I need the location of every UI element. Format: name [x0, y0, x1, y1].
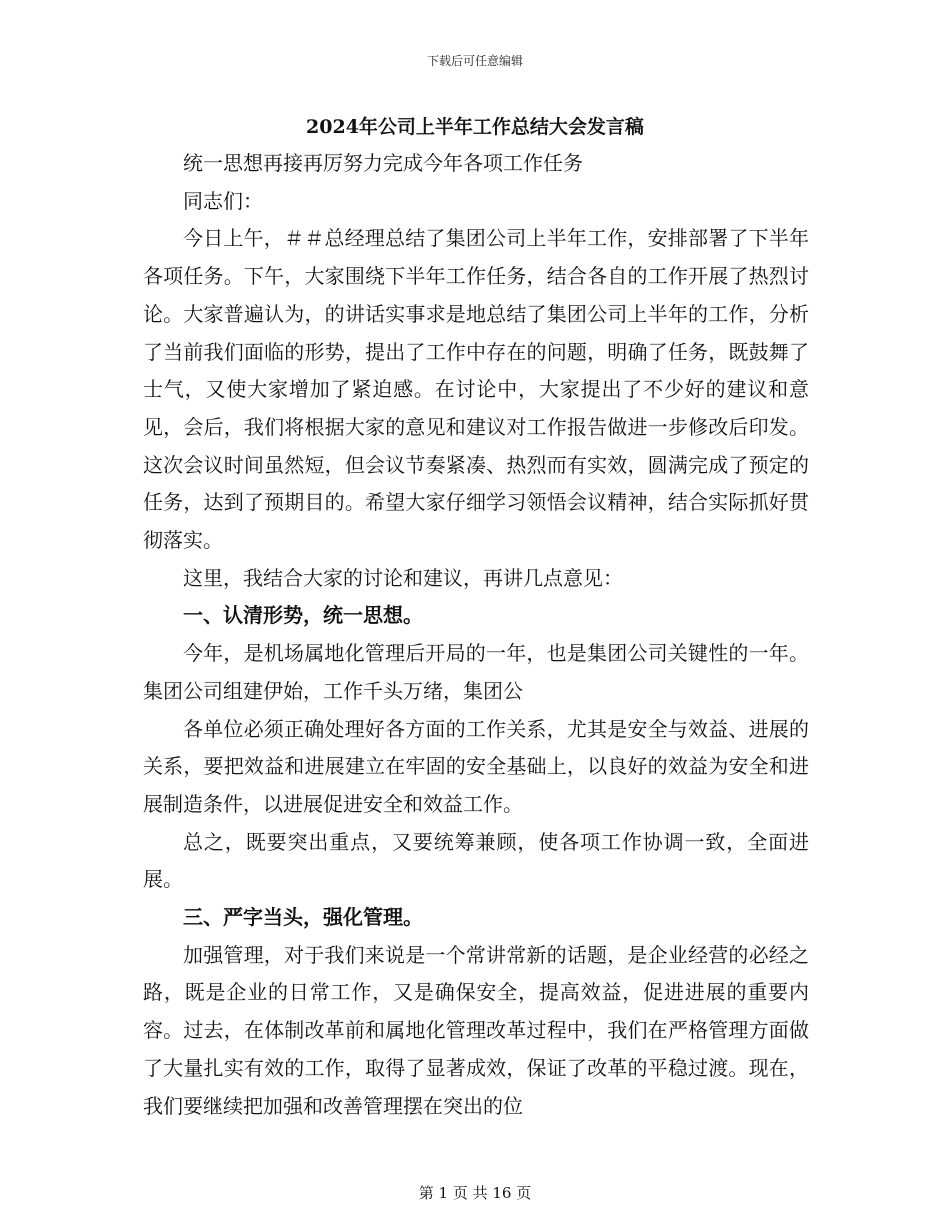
body-paragraph: 加强管理，对于我们来说是一个常讲常新的话题，是企业经营的必经之路，既是企业的日常工作，又是确保安全，提高效益，促进进展的重要内容。过去，在体制改革前和属地化管理改革过程中，我们在严格管理方面做了大量扎实有效的工作，取得了显著成效，保证了改革的平稳过渡。现在，我们要继续把加强和改善管理摆在突出的位 [143, 942, 809, 1118]
body-paragraph: 这里，我结合大家的讨论和建议，再讲几点意见： [183, 565, 623, 590]
body-paragraph: 今日上午，＃＃总经理总结了集团公司上半年工作，安排部署了下半年各项任务。下午，大家围绕下半年工作任务，结合各自的工作开展了热烈讨论。大家普遍认为，的讲话实事求是地总结了集团公司上半年的工作，分析了当前我们面临的形势，提出了工作中存在的问题，明确了任务，既鼓舞了士气，又使大家增加了紧迫感。在讨论中，大家提出了不少好的建议和意见，会后，我们将根据大家的意见和建议对工作报告做进一步修改后印发。这次会议时间虽然短，但会议节奏紧凑、热烈而有实效，圆满完成了预定的任务，达到了预期目的。希望大家仔细学习领悟会议精神，结合实际抓好贯彻落实。 [143, 226, 809, 553]
section-heading: 一、认清形势，统一思想。 [183, 603, 423, 628]
header-note: 下载后可任意编辑 [426, 54, 523, 68]
document-title: 2024年公司上半年工作总结大会发言稿 [306, 116, 644, 138]
document-body [143, 145, 809, 1125]
section-heading: 三、严字当头，强化管理。 [183, 905, 423, 930]
subtitle-paragraph: 统一思想再接再厉努力完成今年各项工作任务 [183, 151, 583, 175]
body-paragraph: 各单位必须正确处理好各方面的工作关系，尤其是安全与效益、进展的关系，要把效益和进展建立在牢固的安全基础上，以良好的效益为安全和进展制造条件，以进展促进安全和效益工作。 [143, 716, 809, 816]
salutation-paragraph: 同志们： [183, 188, 263, 213]
page-number: 第 1 页 共 16 页 [418, 1184, 532, 1202]
body-paragraph: 总之，既要突出重点，又要统筹兼顾，使各项工作协调一致，全面进展。 [143, 829, 809, 892]
body-paragraph: 今年，是机场属地化管理后开局的一年，也是集团公司关键性的一年。集团公司组建伊始，工作千头万绪，集团公 [143, 641, 809, 703]
